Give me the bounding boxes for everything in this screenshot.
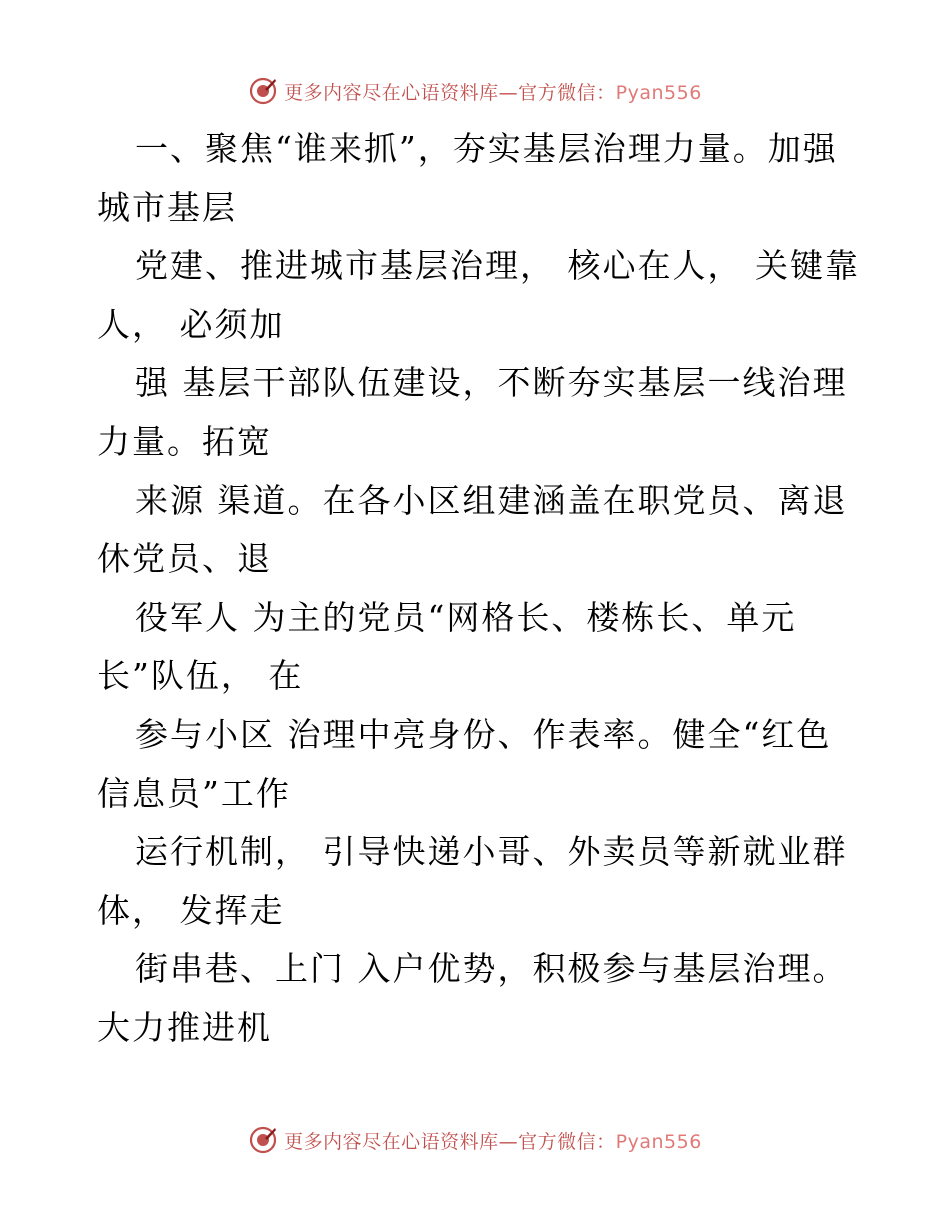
text-line: 参与小区 治理中亮身份、作表率。健全“红色 <box>135 714 832 754</box>
text-line: 来源 渠道。在各小区组建涵盖在职党员、离退 <box>135 480 848 520</box>
watermark-text: 更多内容尽在心语资料库—官方微信：Pyan556 <box>284 81 702 104</box>
watermark-text: 更多内容尽在心语资料库—官方微信：Pyan556 <box>284 1130 702 1153</box>
pen-logo-icon <box>248 76 278 106</box>
text-line: 城市基层 <box>97 187 237 227</box>
text-line: 强 基层干部队伍建设，不断夯实基层一线治理 <box>135 363 848 403</box>
text-line: 一、聚焦“谁来抓”，夯实基层治理力量。加强 <box>135 129 838 168</box>
document-body <box>97 120 867 1058</box>
text-line: 信息员”工作 <box>97 773 291 813</box>
text-line: 党建、推进城市基层治理， 核心在人， 关键靠 <box>135 246 860 286</box>
header-watermark <box>0 74 950 108</box>
pen-logo-icon <box>248 1125 278 1155</box>
text-line: 大力推进机 <box>97 1007 272 1047</box>
text-line: 运行机制， 引导快递小哥、外卖员等新就业群 <box>135 832 848 872</box>
text-line: 街串巷、上门 入户优势，积极参与基层治理。 <box>135 949 848 989</box>
text-line: 体， 发挥走 <box>97 890 285 930</box>
text-line: 役军人 为主的党员“网格长、楼栋长、单元 <box>135 597 797 637</box>
text-line: 长”队伍， 在 <box>97 656 304 696</box>
text-line: 休党员、退 <box>97 539 272 579</box>
text-line: 力量。拓宽 <box>97 421 272 461</box>
text-line: 人， 必须加 <box>97 304 285 344</box>
footer-watermark <box>0 1123 950 1157</box>
